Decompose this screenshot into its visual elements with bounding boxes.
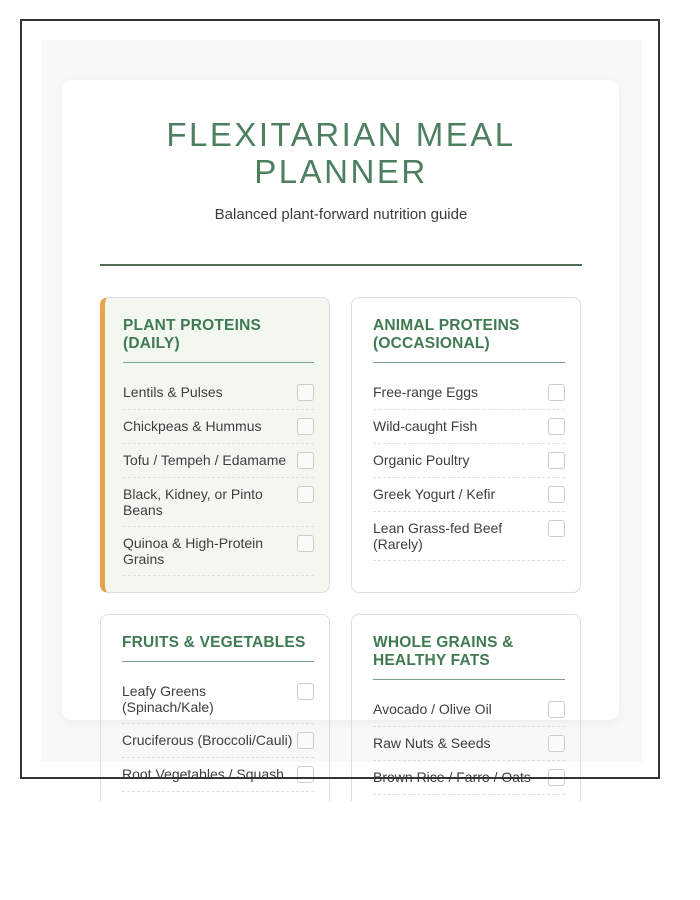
checkbox[interactable]	[297, 418, 314, 435]
checkbox[interactable]	[548, 384, 565, 401]
checkbox[interactable]	[297, 732, 314, 749]
section-card-whole-grains-healthy-fats	[351, 614, 581, 801]
checklist-item[interactable]	[123, 478, 314, 527]
checkbox[interactable]	[297, 486, 314, 503]
item-label: Wild-caught Fish	[373, 418, 478, 434]
checkbox[interactable]	[548, 735, 565, 752]
checklist-item[interactable]	[373, 761, 565, 795]
section-title: ANIMAL PROTEINS (OCCASIONAL)	[373, 317, 565, 363]
item-label: Lentils & Pulses	[123, 384, 223, 400]
item-label: Root Vegetables / Squash	[122, 766, 284, 782]
section-title: WHOLE GRAINS & HEALTHY FATS	[373, 634, 565, 680]
checklist	[123, 376, 314, 576]
planner-content	[100, 0, 582, 801]
item-label: Free-range Eggs	[373, 384, 479, 400]
checklist-item[interactable]	[373, 795, 565, 801]
section-card-animal-proteins	[351, 297, 581, 593]
section-card-plant-proteins	[100, 297, 330, 593]
checklist-item[interactable]	[122, 724, 314, 758]
checklist-item[interactable]	[122, 758, 314, 792]
checklist	[122, 675, 314, 792]
item-label: Lean Grass-fed Beef (Rarely)	[373, 520, 503, 552]
item-label: Avocado / Olive Oil	[373, 701, 492, 717]
checklist-item[interactable]	[123, 376, 314, 410]
checklist-item[interactable]	[373, 727, 565, 761]
checkbox[interactable]	[548, 769, 565, 786]
checklist-item[interactable]	[123, 527, 314, 576]
item-label: Brown Rice / Farro / Oats	[373, 769, 531, 785]
item-label: Organic Poultry	[373, 452, 470, 468]
item-label: Leafy Greens (Spinach/Kale)	[122, 683, 214, 715]
item-label: Black, Kidney, or Pinto Beans	[123, 486, 263, 518]
checkbox[interactable]	[297, 766, 314, 783]
sections-grid	[100, 297, 582, 801]
checkbox[interactable]	[297, 452, 314, 469]
checklist-item[interactable]	[122, 675, 314, 724]
checkbox[interactable]	[548, 520, 565, 537]
item-label: Cruciferous (Broccoli/Cauli)	[122, 732, 293, 748]
item-label: Tofu / Tempeh / Edamame	[123, 452, 287, 468]
item-label: Greek Yogurt / Kefir	[373, 486, 496, 502]
checklist-item[interactable]	[373, 478, 565, 512]
checklist-item[interactable]	[123, 444, 314, 478]
page-subtitle: Balanced plant-forward nutrition guide	[214, 206, 468, 223]
item-label: Chickpeas & Hummus	[123, 418, 262, 434]
page-title: FLEXITARIAN MEAL PLANNER	[166, 116, 516, 190]
checklist-item[interactable]	[373, 410, 565, 444]
checkbox[interactable]	[548, 486, 565, 503]
checklist-item[interactable]	[373, 512, 565, 561]
checklist	[373, 376, 565, 561]
section-title: FRUITS & VEGETABLES	[122, 634, 314, 662]
checkbox[interactable]	[548, 418, 565, 435]
checklist-item[interactable]	[373, 693, 565, 727]
section-title: PLANT PROTEINS (DAILY)	[123, 317, 314, 363]
checklist-item[interactable]	[373, 376, 565, 410]
checkbox[interactable]	[297, 384, 314, 401]
item-label: Quinoa & High-Protein Grains	[123, 535, 264, 567]
checklist-item[interactable]	[373, 444, 565, 478]
section-card-fruits-vegetables	[100, 614, 330, 801]
checkbox[interactable]	[548, 452, 565, 469]
checklist	[373, 693, 565, 801]
checkbox[interactable]	[297, 535, 314, 552]
title-divider	[100, 264, 582, 266]
checkbox[interactable]	[548, 701, 565, 718]
checkbox[interactable]	[297, 683, 314, 700]
item-label: Raw Nuts & Seeds	[373, 735, 491, 751]
checklist-item[interactable]	[123, 410, 314, 444]
